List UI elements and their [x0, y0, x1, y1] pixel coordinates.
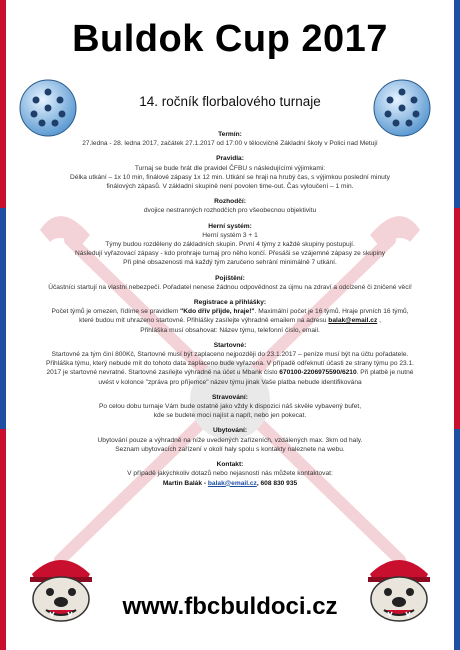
section-heading: Registrace a přihlášky:: [193, 299, 267, 307]
section-line: Ubytování pouze a výhradně na níže uvedených zařízeních, vzdálených max. 3km od haly.: [97, 436, 363, 444]
section-line: Po celou dobu turnaje Vám bude ostatně jako vždy k dispozici náš skvěle vybavený bufet,: [98, 403, 362, 411]
section-pravidla: [40, 154, 420, 191]
section-line: Seznam ubytovacích zařízení v okolí haly spolu s kontakty naleznete na webu.: [115, 445, 345, 453]
section-line: uvést v kolonce "zpráva pro příjemce" název týmu jinak Vaše platba nebude identifikována: [98, 378, 362, 386]
website-link[interactable]: www.fbcbuldoci.cz: [122, 593, 338, 620]
section-stravovani: [40, 393, 420, 421]
section-line: dvojice nestranných rozhodčích pro všeobecnou objektivitu: [143, 207, 317, 215]
section-termin: [40, 130, 420, 148]
section-heading: Herní systém:: [208, 222, 252, 230]
section-heading: Pravidla:: [216, 155, 244, 163]
bank-account-number: 670100-2206975590/6210: [279, 369, 357, 377]
section-rozhodci: [40, 197, 420, 215]
section-heading: Pojištění:: [215, 274, 245, 282]
section-line: Turnaj se bude hrát dle pravidel ČFBU s následujícími výjimkami:: [134, 164, 326, 172]
registration-email-link[interactable]: balak@email.cz: [328, 317, 378, 325]
section-line: Počet týmů je omezen, řídíme se pravidlem "Kdo dřív přijde, hraje!". Maximální počet je 16 týmů. Hraje prvních 16 týmů,: [51, 308, 409, 316]
section-ubytovani: [40, 426, 420, 454]
section-pojisteni: [40, 274, 420, 292]
section-line: 27.ledna - 28. ledna 2017, začátek 27.1.2017 od 17:00 v tělocvičně Základní školy v Polici nad Metují: [82, 140, 378, 148]
poster-content: [40, 130, 420, 494]
section-heading: Stravování:: [212, 393, 248, 401]
section-line: Startovné za tým činí 800Kč, Startovné musí být zaplaceno nejpozději do 23.1.2017 – peníze musí být na účtu pořadatele.: [51, 351, 409, 359]
section-herni-system: [40, 222, 420, 268]
poster-title: Buldok Cup 2017: [72, 18, 388, 60]
section-line: Herní systém 3 + 1: [202, 231, 258, 239]
section-heading: Kontakt:: [216, 461, 244, 469]
section-heading: Startovné:: [213, 341, 247, 349]
section-startovne: [40, 341, 420, 387]
section-heading: Ubytování:: [212, 427, 248, 435]
poster-subtitle: 14. ročník florbalového turnaje: [139, 94, 321, 109]
section-kontakt: [40, 460, 420, 488]
section-line: které budou mít uhrazeno startovné. Přihlášky zasílejte výhradně emailem na adresu balak@email.cz ,: [79, 317, 381, 325]
section-line: kde se budete moci najíst a napít, nebo jen pokecat.: [153, 412, 307, 420]
section-line: Účastníci startují na vlastní nebezpečí. Pořadatel nenese žádnou odpovědnost za újmu na zdraví a odcizené či zničené věci!: [48, 283, 412, 291]
section-line: Přihláška týmu, který nebude mít do tohoto data zaplaceno bude vyřazena. V případě odřeknutí účasti ze strany týmu po 23.1.: [46, 360, 414, 368]
section-line: finálových zápasů. V základní skupině není povolen time-out. Čas vyloučení – 1 min.: [106, 183, 354, 191]
section-line: 2017 je startovné nevratné. Startovné zasílejte výhradně na účet u Mbank číslo 670100-2206975590/6210. Při platbě je nutné: [46, 369, 414, 377]
section-line: Přihláška musí obsahovat: Název týmu, telefonní číslo, email.: [140, 326, 320, 334]
section-line: Při plné obsazenosti má každý tým zaručeno sehrání minimálně 7 utkání.: [123, 259, 337, 267]
section-line: Délka utkání – 1x 10 min, finálové zápasy 1x 12 min. Utkání se hraji na hrubý čas, s výjimkou poslední minuty: [70, 173, 390, 181]
section-line: V případě jakýchkoliv dotazů nebo nejasností nás můžete kontaktovat:: [127, 470, 333, 478]
rule-quote: "Kdo dřív přijde, hraje!": [180, 308, 255, 316]
contact-email-link[interactable]: balak@email.cz: [207, 479, 257, 487]
section-heading: Termín:: [218, 131, 242, 138]
section-line: Následují vyřazovací zápasy - kdo prohraje turnaj pro něho končí. Přesáši se vzájemné zápasy ze skupiny: [74, 250, 386, 258]
section-heading: Rozhodčí:: [214, 198, 246, 206]
contact-line: Martin Balák - balak@email.cz, 608 830 935: [162, 479, 298, 487]
section-line: Týmy budou rozděleny do základních skupin. První 4 týmy z každé skupiny postupují.: [105, 241, 355, 249]
section-registrace: [40, 298, 420, 335]
